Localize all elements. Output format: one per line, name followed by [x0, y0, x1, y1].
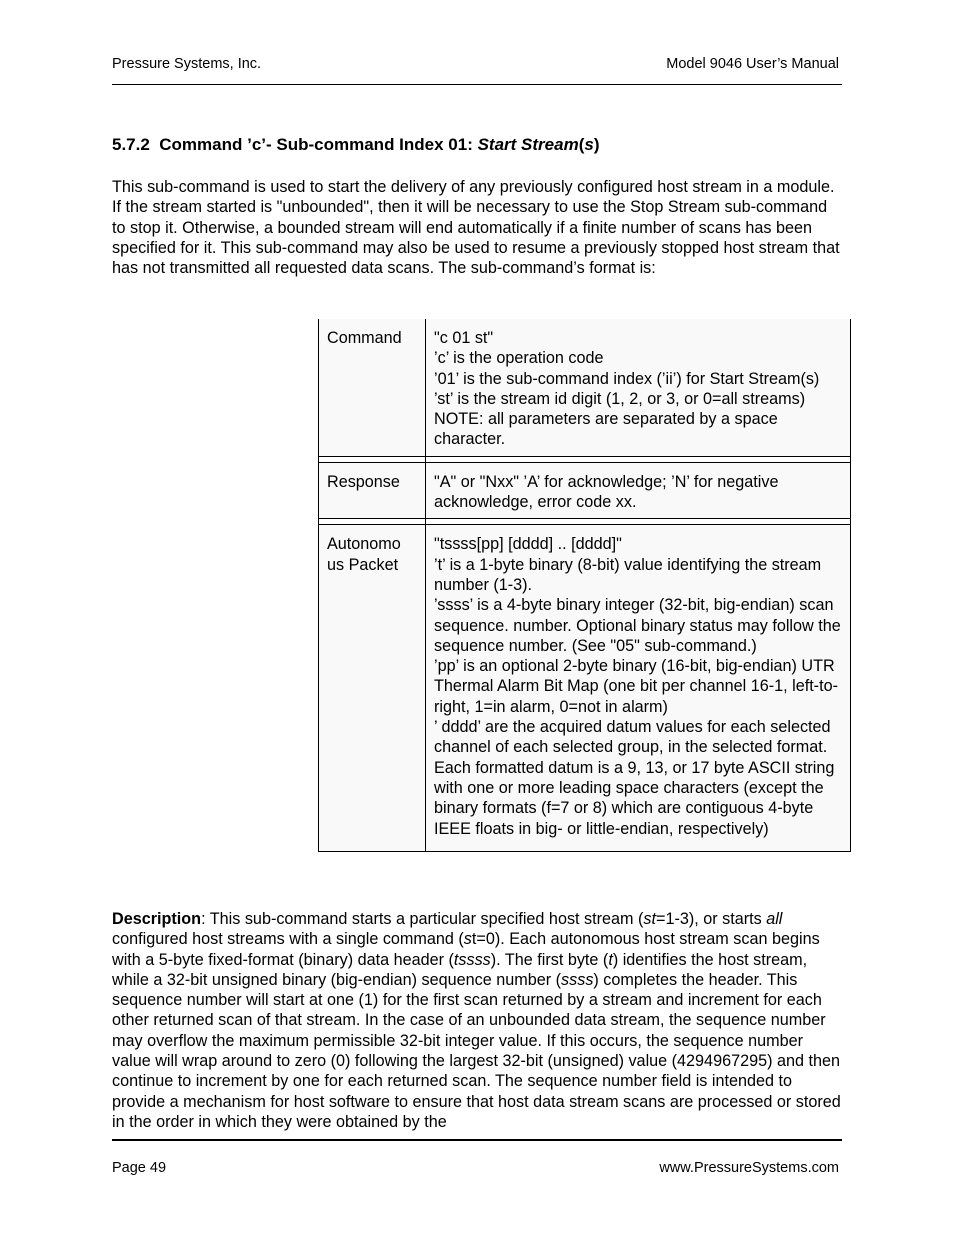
page-number: Page 49 — [112, 1160, 167, 1176]
description-italic: st — [643, 910, 656, 928]
header-company: Pressure Systems, Inc. — [112, 56, 262, 72]
description-text: : This sub-command starts a particular specified host stream ( — [201, 910, 644, 928]
command-line: ’c’ is the operation code — [434, 349, 604, 368]
description-italic: s — [463, 930, 472, 949]
command-details — [426, 319, 851, 456]
packet-line: "tssss[pp] [dddd] .. [dddd]" — [434, 535, 622, 554]
packet-line: ’ dddd’ are the acquired datum values for each selected channel of each selected group, in the selected format. Each formatted datum is a 9, 13, or 17 byte ASCII string with one or more leading space characters (except the binary formats (f=7 or 8) which are contiguous 4-byte IEEE floats in big- or little-endian, respectively) — [434, 718, 835, 838]
description-text: =1-3), or starts — [655, 910, 767, 928]
response-row — [319, 462, 851, 519]
section-number: 5.7.2 — [112, 135, 150, 154]
section-title-s: s — [584, 135, 594, 154]
command-format-table — [318, 319, 851, 852]
section-title-paren-close: ) — [593, 135, 600, 154]
command-line: "c 01 st" — [434, 329, 494, 347]
description-text: ). The first byte ( — [490, 950, 609, 969]
command-line: NOTE: all parameters are separated by a space character. — [434, 410, 778, 449]
description-italic: all — [766, 910, 783, 928]
response-label: Response — [319, 462, 426, 519]
packet-line: ’t’ is a 1-byte binary (8-bit) value identifying the stream number (1-3). — [434, 555, 822, 594]
command-line: ’st’ is the stream id digit (1, 2, or 3, or 0=all streams) — [434, 389, 806, 408]
packet-details — [426, 525, 851, 851]
description-italic: ssss — [561, 970, 594, 989]
description-label: Description — [112, 910, 202, 928]
footer-website: www.PressureSystems.com — [659, 1160, 839, 1176]
response-details — [426, 462, 851, 519]
description-text: t=0). Each autonomous host stream scan begins with a 5-byte fixed-format (binary) data header ( — [112, 930, 820, 969]
command-line: ’01’ is the sub-command index (’ii’) for Start Stream(s) — [434, 369, 820, 388]
section-title: Command ’c’- Sub-command Index 01: — [159, 135, 478, 154]
description-text: ) completes the header. This sequence number will start at one (1) for the first scan returned by a stream and increment for each other returned scan of that stream. In the case of an unbounded data stream, the sequence number may overflow the maximum permissible 32-bit integer value. If this occurs, the sequence number value will wrap around to zero (0) following the largest 32-bit (unsigned) value (4294967295) and then continue to increment by one for each returned scan. The sequence number field is intended to provide a mechanism for host software to ensure that host data stream scans are processed or stored in the order in which they were obtained by the — [112, 970, 841, 1131]
command-row — [319, 319, 851, 456]
section-heading — [112, 135, 600, 155]
header-manual-title: Model 9046 User’s Manual — [666, 56, 839, 72]
description-italic: t — [608, 950, 613, 969]
packet-label: Autonomo us Packet — [319, 525, 426, 851]
footer-rule — [112, 1139, 842, 1141]
packet-row — [319, 525, 851, 851]
section-title-italic: Start Stream — [477, 135, 579, 154]
description-text: configured host streams with a single command ( — [112, 930, 464, 949]
header-rule — [112, 84, 842, 85]
description-paragraph — [112, 909, 842, 1132]
packet-line: ’ssss’ is a 4-byte binary integer (32-bit, big-endian) scan sequence. number. Optional binary status may follow the sequence number. (See "05" sub-command.) — [434, 596, 841, 655]
intro-paragraph: This sub-command is used to start the delivery of any previously configured host stream in a module. If the stream started is "unbounded", then it will be necessary to use the Stop Stream sub-command to stop it. Otherwise, a bounded stream will end automatically if a finite number of scans has been specified for it. This sub-command may also be used to resume a previously stopped host stream that has not transmitted all requested data scans. The sub-command’s format is: — [112, 178, 840, 278]
response-line: "A" or "Nxx" ’A’ for acknowledge; ’N’ for negative acknowledge, error code xx. — [434, 472, 779, 512]
packet-line: ’pp’ is an optional 2-byte binary (16-bit, big-endian) UTR Thermal Alarm Bit Map (one bit per channel 16-1, left-to-right, 1=in alarm, 0=not in alarm) — [434, 657, 838, 716]
description-italic: tssss — [453, 950, 491, 969]
section-title-paren-open: ( — [578, 135, 585, 154]
command-label: Command — [319, 319, 426, 456]
description-text: ) identifies the host stream, while a 32-bit unsigned binary (big-endian) sequence number ( — [112, 950, 808, 989]
